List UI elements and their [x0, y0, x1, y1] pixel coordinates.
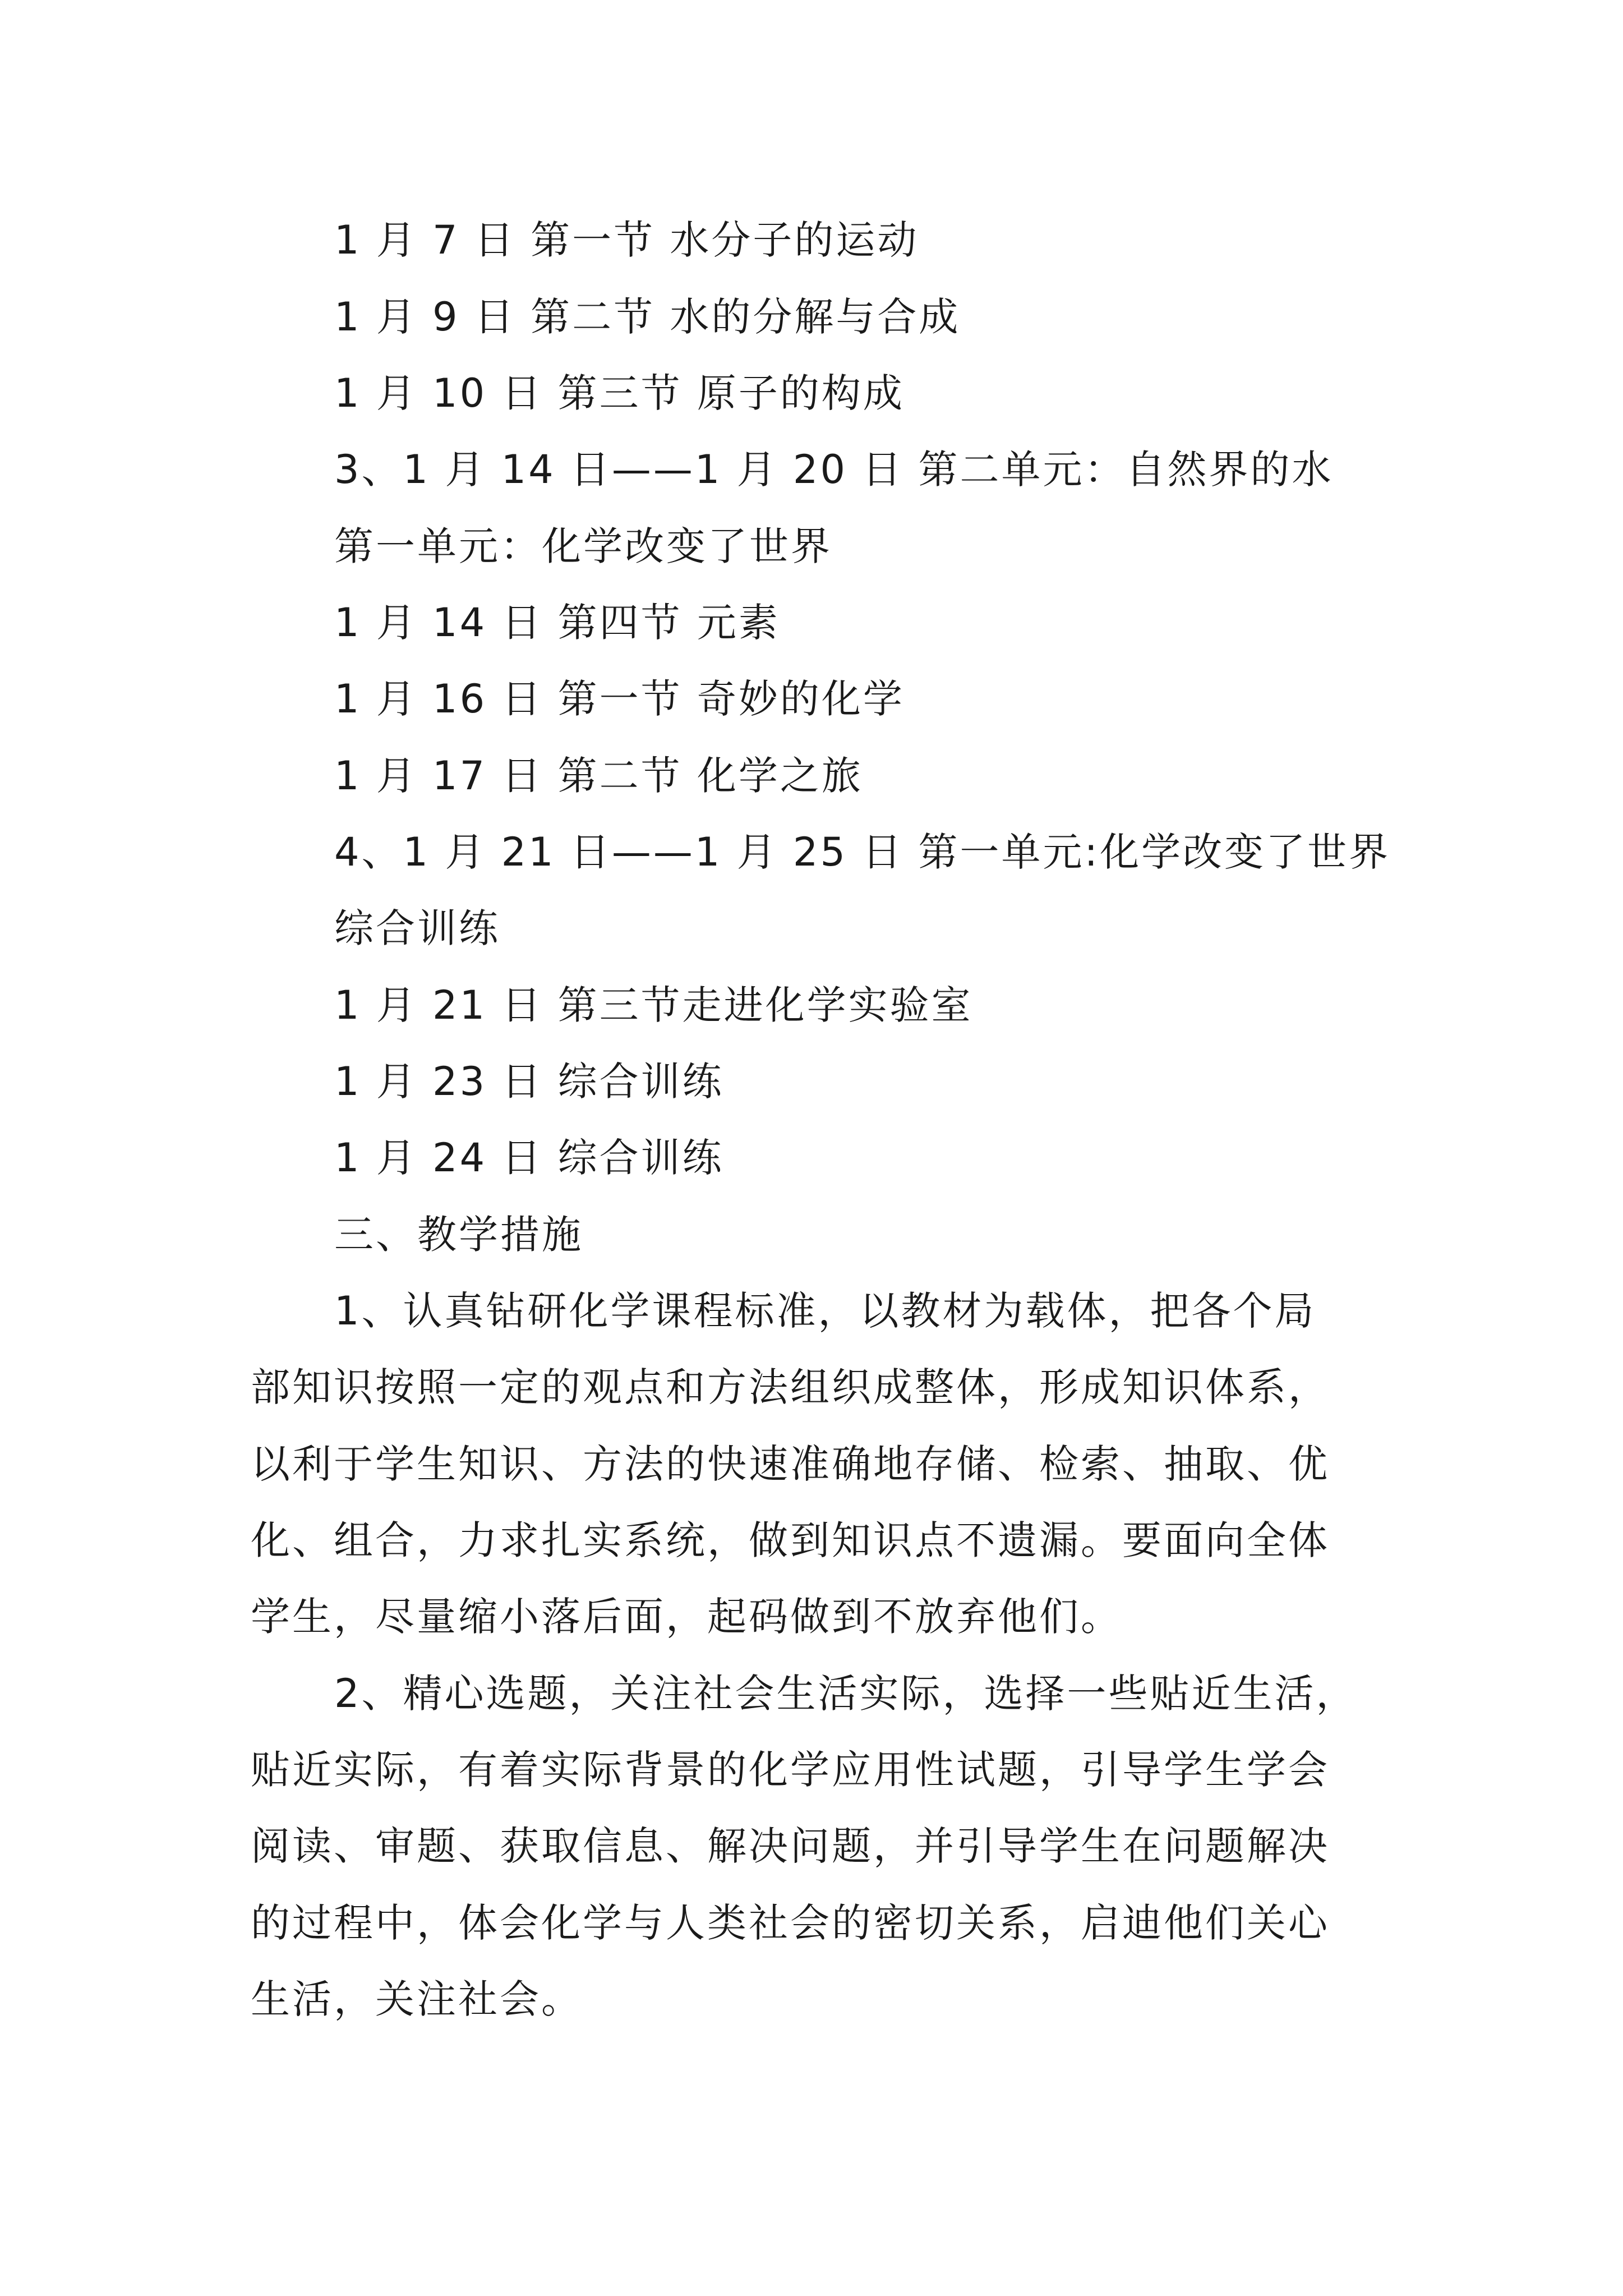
schedule-line: 1 月 7 日 第一节 水分子的运动 [334, 217, 919, 263]
schedule-line: 1 月 17 日 第二节 化学之旅 [334, 753, 863, 799]
paragraph-line: 1、认真钻研化学课程标准，以教材为载体，把各个局 [334, 1288, 1316, 1334]
schedule-line: 3、1 月 14 日——1 月 20 日 第二单元：自然界的水 [334, 447, 1334, 493]
paragraph-line: 部知识按照一定的观点和方法组织成整体，形成知识体系， [251, 1364, 1330, 1410]
schedule-line: 4、1 月 21 日——1 月 25 日 第一单元:化学改变了世界 [334, 829, 1391, 875]
schedule-line: 1 月 23 日 综合训练 [334, 1059, 724, 1105]
schedule-line: 1 月 16 日 第一节 奇妙的化学 [334, 676, 905, 722]
paragraph-line: 贴近实际，有着实际背景的化学应用性试题，引导学生学会 [251, 1747, 1330, 1793]
schedule-line: 第一单元：化学改变了世界 [334, 523, 832, 569]
paragraph-line: 2、精心选题，关注社会生活实际，选择一些贴近生活， [334, 1671, 1358, 1717]
paragraph-line: 以利于学生知识、方法的快速准确地存储、检索、抽取、优 [251, 1441, 1330, 1487]
paragraph-line: 生活，关注社会。 [251, 1976, 583, 2022]
section-heading: 三、教学措施 [334, 1212, 583, 1258]
paragraph-line: 阅读、审题、获取信息、解决问题，并引导学生在问题解决 [251, 1823, 1330, 1869]
paragraph-line: 学生，尽量缩小落后面，起码做到不放弃他们。 [251, 1594, 1122, 1640]
schedule-line: 1 月 14 日 第四节 元素 [334, 600, 780, 646]
schedule-line: 1 月 10 日 第三节 原子的构成 [334, 370, 905, 416]
paragraph-line: 化、组合，力求扎实系统，做到知识点不遗漏。要面向全体 [251, 1517, 1330, 1563]
schedule-line: 1 月 9 日 第二节 水的分解与合成 [334, 294, 961, 340]
schedule-line: 1 月 21 日 第三节走进化学实验室 [334, 982, 973, 1028]
schedule-line: 综合训练 [334, 905, 500, 951]
schedule-line: 1 月 24 日 综合训练 [334, 1135, 724, 1181]
paragraph-line: 的过程中，体会化学与人类社会的密切关系，启迪他们关心 [251, 1900, 1330, 1946]
